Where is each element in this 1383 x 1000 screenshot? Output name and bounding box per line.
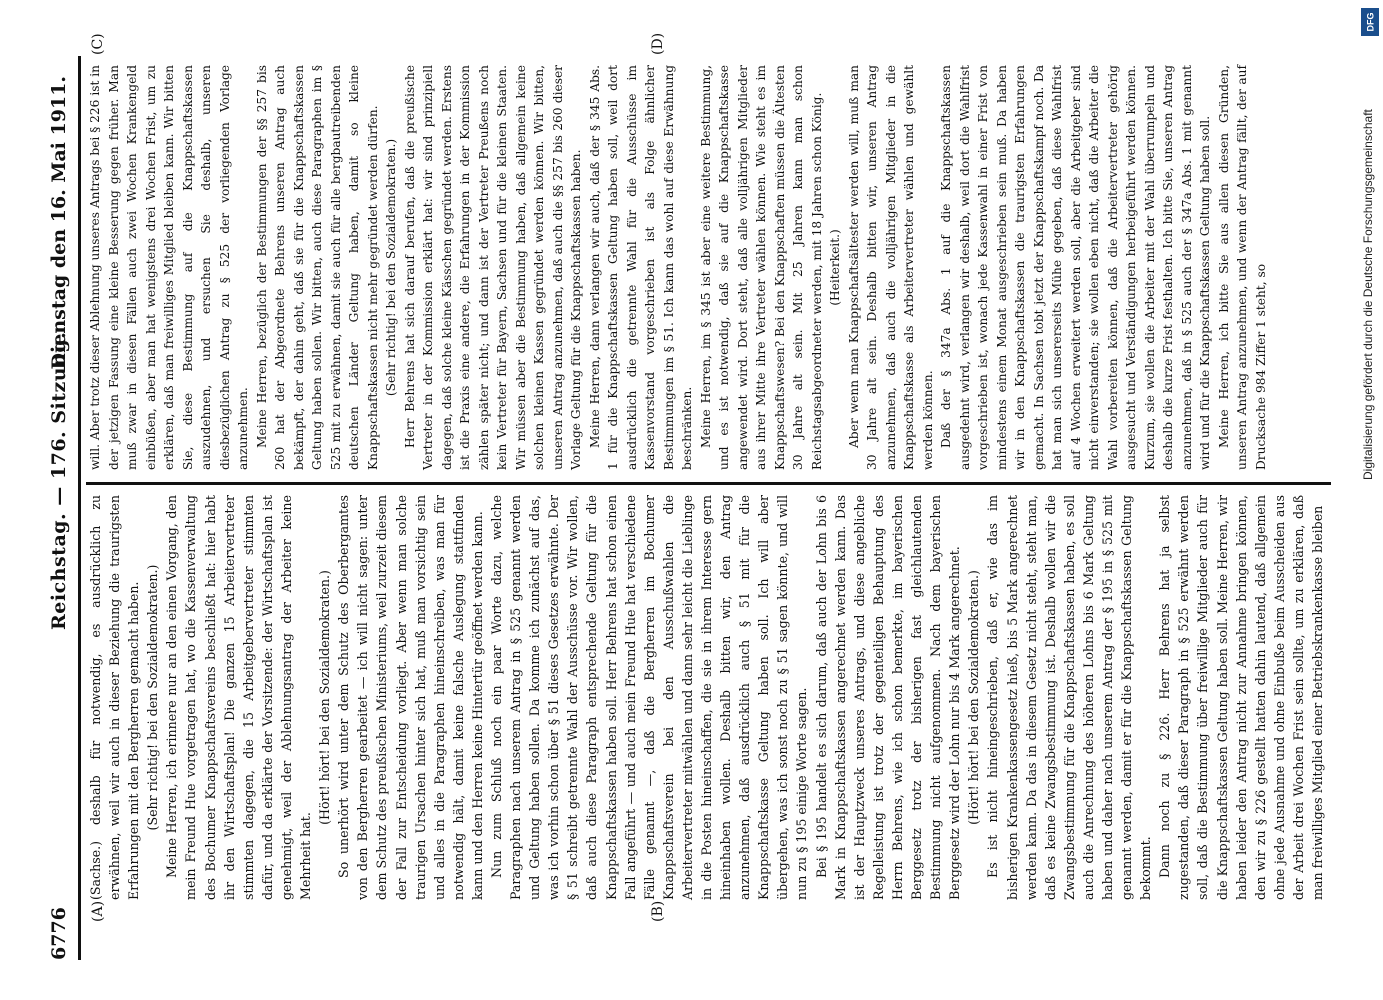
paragraph: Meine Herren, im § 345 ist aber eine weitere Bestimmung, und es ist notwendig, daß sie auf die Knappschaftskasse angewendet wird. Dort steht, daß alle volljährigen Mitglieder aus ihrer Mitte ihre Vertreter wählen können. Wie steht es im Knappschaftswesen? Bei den Knappschaften müssen die Ältesten 30 Jahre alt sein. Mit 25 Jahren kann man schon Reichstagsabgeordneter werden, mit 18 Jahren schon König. (698, 65, 824, 470)
paragraph: Daß der § 347a Abs. 1 auf die Knappschaftskassen ausgedehnt wird, verlangen wir deshalb, weil dort die Wahlfrist vorgeschrieben ist, wonach jede Kassenwahl in einer Frist von mindestens einem Monat ausgeschrieben sein muß. Da haben wir in den Knappschaftskassen die traurigsten Erfahrungen gemacht. In Sachsen tobt jetzt der Knappschaftskampf noch. Da hat man sich unsererseits Mühe gegeben, daß diese Wahlfrist auf 4 Wochen erweitert werden soll, aber die Arbeitgeber sind nicht einverstanden; sie wollen eben nicht, daß die Arbeiter die Wahl vorbereiten können, daß die Arbeitervertreter gehörig ausgesucht und Verständigungen herbeigeführt werden können. Kurzum, sie wollen die Arbeiter mit der Wahl überrumpeln und deshalb die kurze Frist festhalten. Ich bitte Sie, unseren Antrag anzunehmen, daß in § 525 auch der § 347a Abs. 1 mit genannt wird und für die Knappschaftskassen Geltung haben soll. (939, 65, 1212, 470)
column-divider (86, 482, 1331, 485)
paragraph: (Sachse.) deshalb für notwendig, es ausdrücklich zu erwähnen, weil wir auch in dieser Beziehung die traurigsten Erfahrungen mit den Bergherren gemacht haben. (88, 495, 142, 900)
margin-marker-b: (B) (650, 900, 666, 922)
interjection: (Sehr richtig! bei den Sozialdemokraten.) (145, 564, 161, 831)
paragraph: Herr Behrens hat sich darauf berufen, daß die preußische Vertreter in der Kommission erklärt hat: wir sind prinzipiell dagegen, daß solche kleine Kässchen gegründet werden. Erstens ist die Praxis eine andere, die Erfahrungen in der Kommission zählen später nicht; und dann ist der Vertreter Preußens noch kein Vertreter für Bayern, Sachsen und für die kleinen Staaten. Wir müssen aber die Bestimmung haben, daß allgemein keine solchen kleinen Kassen gegründet werden können. Wir bitten, unseren Antrag anzunehmen, daß auch die §§ 257 bis 260 dieser Vorlage Geltung für die Knappschaftskassen haben. (402, 65, 583, 470)
paragraph: So unerhört wird unter dem Schutz des Oberbergamtes von den Bergherren gearbeitet — ich will nicht sagen: unter dem Schutz des preußischen Ministeriums, weil zurzeit diesem der Fall zur Entscheidung vorliegt. Aber wenn man solche traurigen Ursachen hinter sich hat, muß man vorsichtig sein und alles in die Paragraphen hineinschreiben, was man für notwendig hält, damit keine falsche Auslegung stattfinden kann und den Herren keine Hintertür geöffnet werden kann. (336, 495, 485, 900)
interjection: (Sehr richtig! bei den Sozialdemokraten.) (384, 138, 398, 397)
paragraph: will. Aber trotz dieser Ablehnung unseres Antrags bei § 226 ist in der jetzigen Fassung eine kleine Besserung gegen früher. Man muß zwar in diesen Fällen auch zwei Wochen Krankengeld einbüßen, aber man hat wenigstens drei Wochen Frist, um zu erklären, daß man freiwilliges Mitglied bleiben kann. Wir bitten Sie, diese Bestimmung auf die Knappschaftskassen auszudehnen, und ersuchen Sie deshalb, unseren diesbezüglichen Antrag zu § 525 der vorliegenden Vorlage anzunehmen. (88, 65, 250, 470)
interjection: (Hört! hört! bei den Sozialdemokraten.) (966, 570, 982, 825)
dfg-logo (1361, 8, 1379, 36)
interjection: (Heiterkeit.) (828, 229, 842, 306)
paragraph: Bei § 195 handelt es sich darum, daß auch der Lohn bis 6 Mark in Knappschaftskassen angerechnet werden kann. Das ist der Hauptzweck unseres Antrags, und diese angebliche Regelleistung ist trotz der gegenteiligen Behauptung des Herrn Behrens, wie ich schon bemerkte, im bayerischen Berggesetz trotz der bisherigen fast gleichlautenden Bestimmung nicht aufgenommen. Nach dem bayerischen Berggesetz wird der Lohn nur bis 4 Mark angerechnet. (813, 495, 963, 900)
header-rule (78, 56, 81, 960)
paragraph: Aber wenn man Knappschaftsältester werden will, muß man 30 Jahre alt sein. Deshalb bitten wir, unseren Antrag anzunehmen, daß auch die volljährigen Mitglieder in die Knappschaftskasse als Arbeitervertreter wählen und gewählt werden können. (846, 65, 935, 470)
header-date: Dienstag den 16. Mai 1911. (48, 76, 70, 370)
paragraph: Meine Herren, dann verlangen wir auch, daß der § 345 Abs. 1 für die Knappschaftskassen Geltung haben soll, weil dort ausdrücklich die getrennte Wahl für die Ausschüsse im Kassenvorstand vorgeschrieben ist als Folge ähnlicher Bestimmungen im § 51. Ich kann das wohl auf diese Erwähnung beschränken. (587, 65, 694, 470)
right-column (86, 65, 1333, 470)
paragraph: Dann noch zu § 226. Herr Behrens hat ja selbst zugestanden, daß dieser Paragraph in § 525 erwähnt werden soll, daß die Bestimmung über freiwillige Mitglieder auch für die Knappschaftskassen Geltung haben soll. Meine Herren, wir haben leider den Antrag nicht zur Annahme bringen können, den wir zu § 226 gestellt hatten dahin lautend, daß allgemein ohne jede Ausnahme und ohne Einbuße beim Ausscheiden aus der Arbeit drei Wochen Frist sein sollte, um zu erklären, daß man freiwilliges Mitglied einer Betriebskrankenkasse bleiben (1157, 495, 1325, 900)
paragraph: Meine Herren, ich bitte Sie aus allen diesen Gründen, unseren Antrag anzunehmen, und wenn der Antrag fällt, der auf Drucksache 984 Ziffer 1 steht, so (1216, 65, 1268, 470)
margin-marker-a: (A) (90, 900, 106, 922)
logo-text: DFG (1365, 12, 1375, 32)
interjection: (Hört! hört! bei den Sozialdemokraten.) (317, 570, 333, 825)
digitization-credit (1359, 0, 1379, 1000)
page-number: 6776 (48, 907, 70, 960)
page-header (48, 56, 82, 960)
paragraph: Meine Herren, bezüglich der Bestimmungen der §§ 257 bis 260 hat der Abgeordnete Behrens unseren Antrag auch bekämpft, der dahin geht, daß sie für die Knappschaftskassen Geltung haben sollen. Wir bitten, auch diese Paragraphen im § 525 mit zu erwähnen, damit sie auch für alle bergbautreibenden deutschen Länder Geltung haben, damit so kleine Knappschaftskassen nicht mehr gegründet werden dürfen. (254, 65, 380, 470)
header-title: Reichstag. — 176. Sitzung. (48, 331, 70, 630)
credit-text: Digitalisierung gefördert durch die Deutsche Forschungsgemeinschaft (1361, 109, 1375, 480)
paragraph: Meine Herren, ich erinnere nur an den einen Vorgang, den mein Freund Hue vorgetragen hat, wo die Kassenverwaltung des Bochumer Knappschaftsvereins beschließt hat: hier habt ihr den Wirtschaftsplan! Die ganzen 15 Arbeitervertreter stimmten dagegen, die 15 Arbeitgebervertreter stimmten dafür, und da erklärte der Vorsitzende: der Wirtschaftsplan ist genehmigt, weil der Ablehnungsantrag der Arbeiter keine Mehrheit hat. (164, 495, 314, 900)
left-column (86, 495, 1333, 900)
margin-marker-c: (C) (90, 33, 106, 55)
margin-marker-d: (D) (650, 32, 666, 55)
paragraph: Es ist nicht hineingeschrieben, daß er, wie das im bisherigen Krankenkassengesetz hieß, bis 5 Mark angerechnet werden kann. Da das in diesem Gesetz nicht steht, steht man, daß es keine Zwangsbestimmung ist. Deshalb wollen wir die Zwangsbestimmung für die Knappschaftskassen haben, es soll auch die Anrechnung des höheren Lohns bis 6 Mark Geltung haben und daher nach unserem Antrag der § 195 in § 525 mit genannt werden, damit er für die Knappschaftskassen Geltung bekommt. (985, 495, 1154, 900)
paragraph: Nun zum Schluß noch ein paar Worte dazu, welche Paragraphen nach unserem Antrag in § 525 genannt werden und Geltung haben sollen. Da komme ich zunächst auf das, was ich vorhin schon über § 51 dieses Gesetzes erwähnte. Der § 51 schreibt getrennte Wahl der Ausschüsse vor. Wir wollen, daß auch diese Paragraph entsprechende Geltung für die Knappschaftskassen haben soll. Herr Behrens hat schon einen Fall angeführt — und auch mein Freund Hue hat verschiedene Fälle genannt —, daß die Bergherren im Bochumer Knappschaftsverein bei den Ausschußwahlen die Arbeitervertreter mitwählen und dann sehr leicht die Lieblinge in die Posten hineinschaffen, die sie in ihrem Interesse gern hineinhaben wollen. Deshalb bitten wir, den Antrag anzunehmen, daß ausdrücklich auch § 51 mit für die Knappschaftskasse Geltung haben soll. Ich will aber übergehen, was ich sonst noch zu § 51 sagen könnte, und will nun zu § 195 einige Worte sagen. (488, 495, 810, 900)
